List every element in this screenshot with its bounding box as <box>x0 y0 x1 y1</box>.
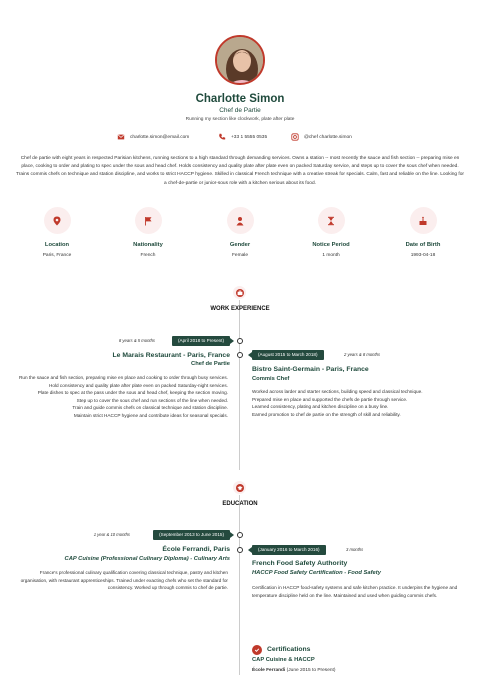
flag-icon <box>143 216 153 226</box>
timeline-node <box>237 338 243 344</box>
certification-period: (June 2015 to Present) <box>286 668 336 673</box>
phone-text: +33 1 5555 0535 <box>231 134 268 140</box>
fact-location <box>17 207 97 258</box>
graduation-cap-icon <box>237 485 243 491</box>
description-line: Prepared mise en place and supported the chefs de partie through service. <box>252 396 408 402</box>
birthday-cake-icon <box>418 216 428 226</box>
school-name: French Food Safety Authority <box>252 560 348 567</box>
briefcase-icon <box>237 290 243 296</box>
contact-row <box>0 133 480 143</box>
fact-label: Date of Birth <box>405 242 441 248</box>
check-circle-icon <box>252 645 262 655</box>
job-description <box>18 374 228 420</box>
certification-issuer: École Ferrandi <box>252 668 286 673</box>
duration: 2 years & 8 months <box>344 352 381 357</box>
fact-value: French <box>140 253 156 258</box>
email-text: charlotte.simon@email.com <box>130 134 190 140</box>
degree: CAP Cuisine (Professional Culinary Diploma) - Culinary Arts <box>64 556 230 562</box>
period-badge: (August 2015 to March 2018) <box>252 350 324 360</box>
description-line: Run the sauce and fish section, preparing mise en place and cooking to order through busy services. <box>19 375 228 380</box>
fact-date-of-birth <box>383 207 463 258</box>
instagram-icon <box>291 133 299 141</box>
candidate-name: Charlotte Simon <box>195 93 285 105</box>
person-icon <box>235 216 245 226</box>
fact-label: Notice Period <box>312 242 350 248</box>
period-badge: (September 2013 to June 2015) <box>153 530 230 540</box>
education-description: Certification in HACCP food-safety systems and safe kitchen practice. It underpins the hygiene and temperature discipline held on the line. Maintained and used when guiding commis chefs. <box>252 585 458 598</box>
work-section-icon <box>233 286 246 299</box>
profile-summary: Chef de partie with eight years in respected Parisian kitchens, running sections to a high standard through demanding services. Owns a station -- most recently the sauce and fish section -- preparing mise en place, cooking to order and plating to spec under the sous and head chef. Holds consistency and quality plate after plate even on packed Saturday service, and steps up to cover the sous chef when needed. Trains commis chefs on technique and station discipline, and works to strict HACCP hygiene. Skilled in classical French technique with a creative streak for specials. Calm, fast and reliable on the line. Looking for a chef-de-partie or junior-sous role with a kitchen serious about its food. <box>16 156 464 186</box>
hourglass-icon <box>326 216 336 226</box>
description-line: Step up to cover the sous chef and run sections of the line when needed. <box>76 397 228 403</box>
duration: 1 year & 10 months <box>93 532 130 537</box>
period-badge: (January 2016 to March 2016) <box>252 545 326 555</box>
duration: 3 months <box>346 547 364 552</box>
email-contact[interactable] <box>117 133 189 141</box>
description-line: Train and guide commis chefs on classical technique and station discipline. <box>72 405 228 411</box>
experience-timeline-line <box>239 300 240 470</box>
fact-gender <box>200 207 280 258</box>
description-line: Worked across larder and starter sections, building speed and classical technique. <box>252 389 423 394</box>
job-employer: Le Marais Restaurant - Paris, France <box>112 352 230 359</box>
education-timeline-line <box>239 495 240 675</box>
timeline-node <box>237 352 243 358</box>
description-line: Earned promotion to chef de partie on the strength of skill and reliability. <box>252 411 401 417</box>
phone-contact[interactable] <box>218 133 267 141</box>
degree: HACCP Food Safety Certification - Food Safety <box>252 570 381 576</box>
education-section-icon <box>233 481 246 494</box>
profile-photo <box>217 37 265 85</box>
fact-value: 1993-04-18 <box>410 253 436 258</box>
fact-value: 1 month <box>322 253 340 258</box>
email-icon <box>117 133 125 141</box>
fact-value: Paris, France <box>42 253 72 258</box>
social-text: @chef charlotte.simon <box>304 134 352 140</box>
school-name: École Ferrandi, Paris <box>162 546 230 553</box>
timeline-node <box>237 547 243 553</box>
description-line: Maintain strict HACCP hygiene and contribute ideas for seasonal specials. <box>73 412 228 418</box>
phone-icon <box>218 133 226 141</box>
certifications-heading: Certifications <box>267 646 311 653</box>
fact-label: Location <box>44 242 70 248</box>
certification-issuer-line <box>252 668 335 673</box>
fact-label: Nationality <box>133 242 163 248</box>
location-pin-icon <box>52 216 62 226</box>
description-line: Hold consistency and quality plate after plate even on packed Saturday-night services. <box>48 382 228 388</box>
fact-value: Female <box>232 253 248 258</box>
tagline: Running my section like clockwork, plate after plate <box>185 117 295 122</box>
job-employer: Bistro Saint-Germain - Paris, France <box>252 366 369 373</box>
description-line: Learned consistency, plating and kitchen discipline on a busy line. <box>252 404 389 410</box>
job-position: Commis Chef <box>252 376 290 382</box>
education-description: France's professional culinary qualification covering classical technique, pastry and kitchen organisation, with restaurant apprenticeships. Trained under exacting chefs who set the standard for consistency. Worked up through commis to chef de partie. <box>20 570 228 591</box>
fact-notice-period <box>291 207 371 258</box>
job-position: Chef de Partie <box>191 361 230 367</box>
fact-nationality <box>108 207 188 258</box>
timeline-node <box>237 532 243 538</box>
duration: 8 years & 5 months <box>118 338 155 343</box>
education-heading: EDUCATION <box>222 501 258 507</box>
work-experience-heading: WORK EXPERIENCE <box>210 306 270 312</box>
description-line: Plate dishes to spec at the pass under the sous and head chef, keeping the section moving. <box>37 390 228 396</box>
period-badge: (April 2018 to Present) <box>172 336 230 346</box>
avatar <box>215 35 265 85</box>
fact-label: Gender <box>229 242 251 248</box>
social-contact[interactable] <box>291 133 352 141</box>
job-description <box>252 388 470 418</box>
certification-name: CAP Cuisine & HACCP <box>252 657 315 663</box>
job-title: Chef de Partie <box>219 107 261 114</box>
